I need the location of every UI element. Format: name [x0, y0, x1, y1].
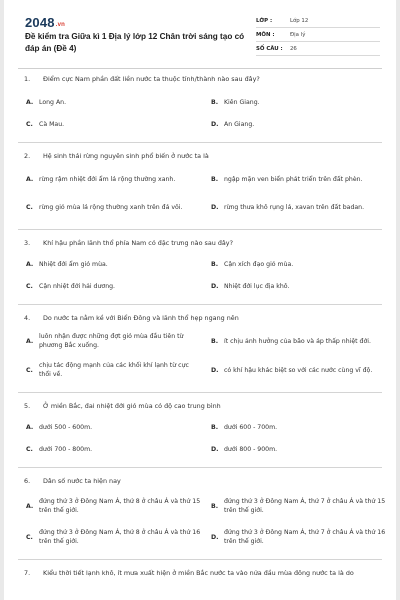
option-letter: A.: [26, 502, 34, 510]
question-1: [4, 75, 396, 84]
option-a[interactable]: [26, 329, 211, 355]
logo-text: 2048: [25, 15, 55, 30]
option-letter: D.: [211, 120, 219, 128]
site-logo[interactable]: [25, 15, 65, 30]
meta-key: LỚP :: [256, 17, 273, 24]
option-d[interactable]: [211, 358, 396, 384]
option-text: luôn nhận được những đợt gió mùa đầu tiên từ phương Bắc xuống.: [39, 333, 184, 349]
header-divider: [18, 68, 382, 69]
meta-key: MÔN :: [256, 31, 275, 38]
option-letter: C.: [26, 533, 33, 541]
document-meta: [256, 14, 380, 56]
option-text: rừng rậm nhiệt đới ẩm lá rộng thường xanh.: [39, 175, 176, 183]
option-letter: B.: [211, 260, 219, 268]
meta-row-subject: [256, 28, 380, 42]
option-text: rừng gió mùa lá rộng thường xanh trên đá vôi.: [39, 203, 183, 211]
option-text: dưới 800 - 900m.: [224, 445, 278, 453]
question-number: 5.: [24, 402, 31, 410]
question-text: Khí hậu phần lãnh thổ phía Nam có đặc trưng nào sau đây?: [43, 239, 233, 247]
meta-row-count: [256, 42, 380, 56]
question-6: [4, 477, 396, 486]
options: [26, 167, 396, 221]
option-letter: C.: [26, 120, 33, 128]
option-text: Cận nhiệt đới hải dương.: [39, 282, 116, 290]
option-text: đứng thứ 3 ở Đông Nam Á, thứ 7 ở châu Á và thứ 15 trên thế giới.: [224, 498, 386, 514]
question-divider: [18, 392, 382, 393]
option-c[interactable]: [26, 278, 211, 296]
options: [26, 94, 396, 134]
question-3: [4, 239, 396, 248]
option-text: chịu tác động mạnh của các khối khí lạnh từ cực thổi về.: [39, 362, 189, 378]
question-number: 3.: [24, 239, 31, 247]
options: [26, 494, 396, 551]
option-letter: C.: [26, 282, 33, 290]
question-number: 1.: [24, 75, 31, 83]
option-b[interactable]: [211, 256, 396, 274]
question-divider: [18, 229, 382, 230]
option-c[interactable]: [26, 358, 211, 384]
option-text: đứng thứ 3 ở Đông Nam Á, thứ 8 ở châu Á và thứ 15 trên thế giới.: [39, 498, 201, 514]
option-text: đứng thứ 3 ở Đông Nam Á, thứ 7 ở châu Á và thứ 16 trên thế giới.: [224, 529, 386, 545]
option-letter: D.: [211, 203, 219, 211]
option-b[interactable]: [211, 167, 396, 193]
option-text: dưới 600 - 700m.: [224, 423, 278, 431]
meta-row-class: [256, 14, 380, 28]
option-text: Long An.: [39, 98, 67, 106]
option-a[interactable]: [26, 419, 211, 437]
option-b[interactable]: [211, 329, 396, 355]
option-letter: D.: [211, 282, 219, 290]
question-text: Điểm cực Nam phần đất liền nước ta thuộc tỉnh/thành nào sau đây?: [43, 75, 260, 83]
question-text: Ở miền Bắc, đai nhiệt đới gió mùa có độ cao trung bình: [43, 402, 221, 410]
option-d[interactable]: [211, 195, 396, 221]
question-divider: [18, 304, 382, 305]
option-text: Cà Mau.: [39, 120, 65, 128]
question-number: 4.: [24, 314, 31, 322]
option-c[interactable]: [26, 195, 211, 221]
document-page: [4, 0, 396, 600]
option-text: An Giang.: [224, 120, 255, 128]
option-letter: A.: [26, 337, 34, 345]
option-letter: D.: [211, 366, 219, 374]
option-letter: D.: [211, 445, 219, 453]
option-d[interactable]: [211, 116, 396, 134]
option-b[interactable]: [211, 494, 396, 520]
question-2: [4, 152, 396, 161]
option-text: ngập mặn ven biển phát triển trên đất phèn.: [224, 175, 363, 183]
options: [26, 419, 396, 459]
question-divider: [18, 559, 382, 560]
option-letter: A.: [26, 175, 34, 183]
question-text: Dân số nước ta hiện nay: [43, 477, 121, 485]
option-d[interactable]: [211, 441, 396, 459]
option-letter: C.: [26, 366, 33, 374]
option-letter: A.: [26, 98, 34, 106]
option-text: Cận xích đạo gió mùa.: [224, 260, 294, 268]
question-5: [4, 402, 396, 411]
question-text: Do nước ta nằm kề với Biển Đông và lãnh thổ hẹp ngang nên: [43, 314, 239, 322]
document-title: Đề kiểm tra Giữa kì 1 Địa lý lớp 12 Chân trời sáng tạo có đáp án (Đề 4): [25, 32, 245, 53]
option-c[interactable]: [26, 441, 211, 459]
option-b[interactable]: [211, 419, 396, 437]
option-d[interactable]: [211, 525, 396, 551]
option-a[interactable]: [26, 167, 211, 193]
question-number: 2.: [24, 152, 31, 160]
option-c[interactable]: [26, 116, 211, 134]
option-c[interactable]: [26, 525, 211, 551]
meta-value: 26: [290, 45, 297, 52]
option-letter: C.: [26, 445, 33, 453]
question-list: [4, 75, 396, 578]
option-letter: D.: [211, 533, 219, 541]
question-4: [4, 314, 396, 323]
option-text: ít chịu ảnh hưởng của bão và áp thấp nhiệt đới.: [224, 337, 371, 345]
option-text: Nhiệt đới ẩm gió mùa.: [39, 260, 108, 268]
logo-suffix: .vn: [55, 22, 66, 28]
question-divider: [18, 142, 382, 143]
option-letter: A.: [26, 423, 34, 431]
option-letter: B.: [211, 98, 219, 106]
option-text: Nhiệt đới lục địa khô.: [224, 282, 290, 290]
option-a[interactable]: [26, 256, 211, 274]
question-number: 7.: [24, 569, 31, 577]
option-text: dưới 500 - 600m.: [39, 423, 93, 431]
option-d[interactable]: [211, 278, 396, 296]
option-text: rừng thưa khô rụng lá, xavan trên đất badan.: [224, 203, 365, 211]
option-text: có khí hậu khác biệt so với các nước cùng vĩ độ.: [224, 366, 373, 374]
option-text: Kiên Giang.: [224, 98, 260, 106]
option-letter: C.: [26, 203, 33, 211]
question-number: 6.: [24, 477, 31, 485]
options: [26, 256, 396, 296]
question-divider: [18, 467, 382, 468]
option-text: đứng thứ 3 ở Đông Nam Á, thứ 8 ở châu Á và thứ 16 trên thế giới.: [39, 529, 201, 545]
meta-value: Lớp 12: [290, 17, 309, 24]
option-a[interactable]: [26, 494, 211, 520]
option-a[interactable]: [26, 94, 211, 112]
document-header: [4, 0, 396, 64]
options: [26, 329, 396, 384]
option-letter: B.: [211, 175, 219, 183]
option-text: dưới 700 - 800m.: [39, 445, 93, 453]
option-letter: A.: [26, 260, 34, 268]
option-b[interactable]: [211, 94, 396, 112]
question-7: [4, 569, 396, 578]
meta-value: Địa lý: [290, 31, 306, 38]
meta-key: SỐ CÂU :: [256, 45, 283, 52]
option-letter: B.: [211, 423, 219, 431]
question-text: Hệ sinh thái rừng nguyên sinh phổ biến ở nước ta là: [43, 152, 209, 160]
option-letter: B.: [211, 337, 219, 345]
question-text: Kiểu thời tiết lạnh khô, ít mưa xuất hiện ở miền Bắc nước ta vào nửa đầu mùa đông nước ta là do: [43, 569, 354, 577]
option-letter: B.: [211, 502, 219, 510]
